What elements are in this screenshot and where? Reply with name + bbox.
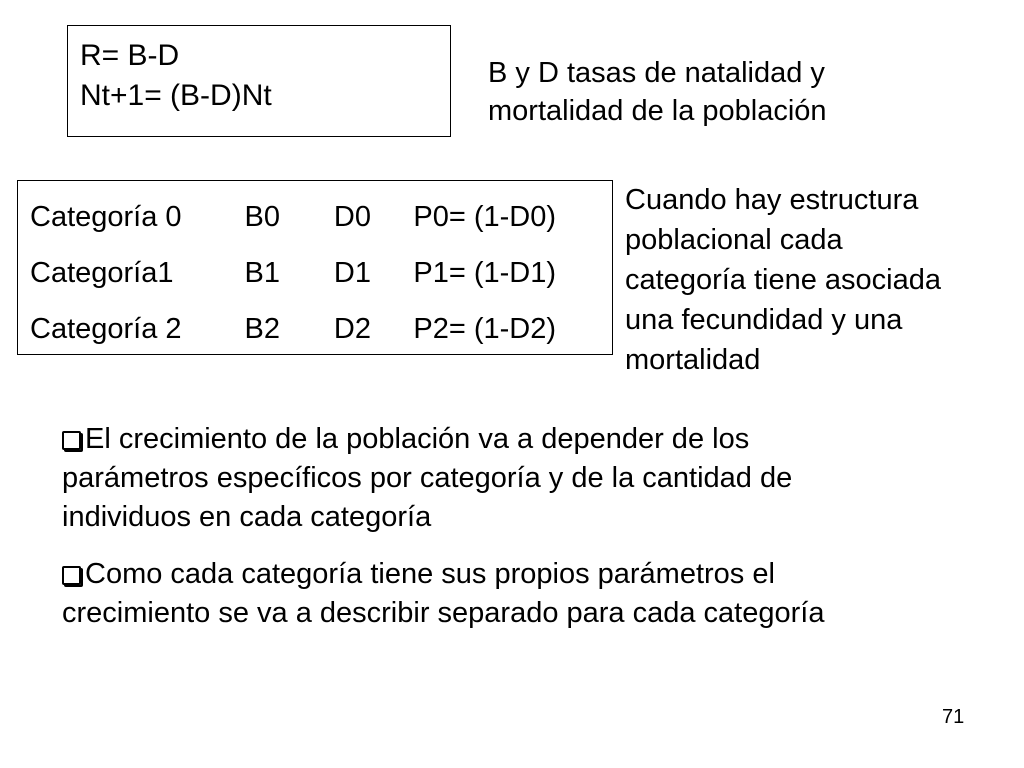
structure-note-line-4: una fecundidad y una — [625, 304, 903, 336]
structure-note-line-1: Cuando hay estructura — [625, 184, 919, 216]
category-survival: P1= (1-D1) — [413, 256, 557, 289]
category-death: D0 — [333, 200, 371, 233]
category-row — [30, 245, 612, 301]
category-birth: B0 — [244, 200, 281, 233]
bullet-2-line-2: crecimiento se va a describir separado para cada categoría — [62, 597, 825, 629]
checkbox-bullet-icon — [62, 566, 81, 585]
rates-note-line-1: B y D tasas de natalidad y — [488, 57, 825, 89]
category-table — [17, 180, 613, 355]
category-death: D2 — [333, 312, 371, 345]
category-name: Categoría 0 — [30, 200, 182, 233]
category-name: Categoría 2 — [30, 312, 182, 345]
rates-note-line-2: mortalidad de la población — [488, 95, 827, 127]
structure-note-line-5: mortalidad — [625, 344, 761, 376]
structure-note-line-3: categoría tiene asociada — [625, 264, 941, 296]
bullet-1-line-2: parámetros específicos por categoría y de la cantidad de — [62, 462, 793, 494]
page-number: 71 — [942, 706, 965, 728]
category-name: Categoría1 — [30, 256, 174, 289]
category-death: D1 — [333, 256, 371, 289]
growth-rate-formula: R= B-D — [80, 39, 180, 72]
bullet-list — [62, 420, 992, 651]
category-survival: P0= (1-D0) — [413, 200, 557, 233]
category-row — [30, 189, 612, 245]
structure-note — [625, 180, 941, 380]
bullet-2-line-1: Como cada categoría tiene sus propios parámetros el — [85, 558, 775, 590]
structure-note-line-2: poblacional cada — [625, 224, 843, 256]
category-row — [30, 301, 612, 357]
category-survival: P2= (1-D2) — [413, 312, 557, 345]
checkbox-bullet-icon — [62, 431, 81, 450]
bullet-1-line-3: individuos en cada categoría — [62, 501, 432, 533]
formula-box — [67, 25, 451, 137]
bullet-1-line-1: El crecimiento de la población va a depender de los — [85, 423, 750, 455]
population-formula: Nt+1= (B-D)Nt — [80, 79, 272, 112]
bullet-item — [62, 555, 992, 633]
bullet-item — [62, 420, 992, 537]
rates-note — [488, 54, 827, 130]
category-birth: B1 — [244, 256, 281, 289]
category-birth: B2 — [244, 312, 281, 345]
